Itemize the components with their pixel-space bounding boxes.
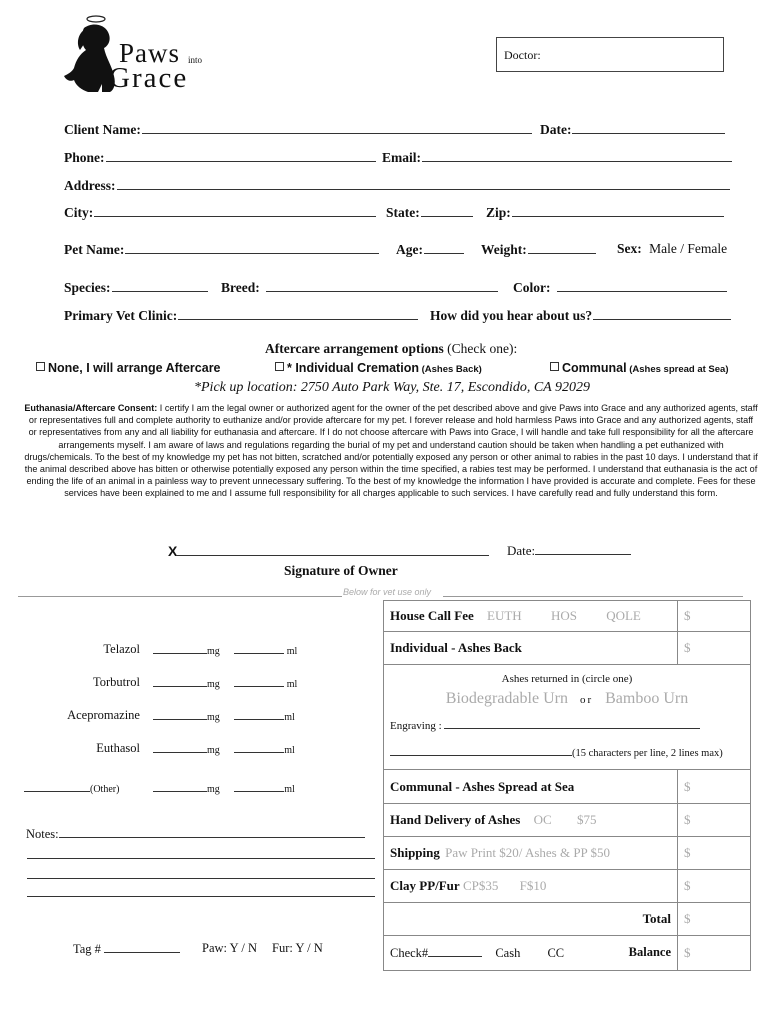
sex-options[interactable]: Male / Female xyxy=(649,241,728,256)
oc-price[interactable]: $75 xyxy=(576,812,597,827)
drug-row-telazol xyxy=(153,642,297,657)
address-input[interactable] xyxy=(117,177,730,190)
aftercare-heading xyxy=(265,341,517,357)
table-row xyxy=(384,804,751,837)
house-call-label: House Call Fee xyxy=(390,608,474,623)
breed-label: Breed: xyxy=(221,280,260,295)
consent-paragraph xyxy=(24,402,758,500)
drug-ml-unit: ml xyxy=(286,646,298,657)
option-none[interactable] xyxy=(36,361,221,375)
logo-paws: Paws xyxy=(119,38,181,68)
pickup-location: *Pick up location: 2750 Auto Park Way, Ste. 17, Escondido, CA 92029 xyxy=(194,380,590,395)
urn-cell xyxy=(384,665,751,770)
option-individual-note: (Ashes Back) xyxy=(418,364,482,375)
fee-table xyxy=(383,600,751,971)
f-option[interactable]: F$10 xyxy=(519,878,547,893)
clay-amount[interactable]: $ xyxy=(678,870,751,903)
phone-label: Phone: xyxy=(64,150,105,165)
doctor-label: Doctor: xyxy=(504,48,541,62)
weight-label: Weight: xyxy=(481,242,527,257)
species-input[interactable] xyxy=(112,279,208,292)
option-communal-label: Communal xyxy=(562,361,627,375)
engraving-chars-note: (15 characters per line, 2 lines max) xyxy=(572,748,723,759)
table-row xyxy=(384,632,751,665)
email-label: Email: xyxy=(382,150,421,165)
age-input[interactable] xyxy=(424,241,464,254)
euth-option[interactable]: EUTH xyxy=(487,608,522,623)
aftercare-heading-note: (Check one): xyxy=(443,341,518,356)
color-row xyxy=(513,279,727,296)
color-label: Color: xyxy=(513,280,551,295)
table-row xyxy=(384,837,751,870)
hand-delivery-cell xyxy=(384,804,678,837)
cp-option[interactable]: CP$35 xyxy=(462,878,499,893)
state-label: State: xyxy=(386,205,420,220)
address-row xyxy=(64,177,730,194)
engraving-row-2 xyxy=(390,744,723,759)
balance-label: Balance xyxy=(628,945,671,959)
logo xyxy=(62,14,212,98)
zip-label: Zip: xyxy=(486,205,511,220)
age-label: Age: xyxy=(396,242,423,257)
breed-input[interactable] xyxy=(266,279,498,292)
sex-row xyxy=(617,241,727,257)
option-individual[interactable] xyxy=(275,361,482,375)
option-communal-checkbox[interactable] xyxy=(550,362,559,371)
communal-amount[interactable]: $ xyxy=(678,770,751,804)
option-individual-checkbox[interactable] xyxy=(275,362,284,371)
client-name-input[interactable] xyxy=(142,121,532,134)
notes-input[interactable] xyxy=(59,826,365,838)
weight-row xyxy=(481,241,596,258)
weight-input[interactable] xyxy=(528,241,596,254)
species-row xyxy=(64,279,208,296)
option-none-label: None, I will arrange Aftercare xyxy=(48,361,221,375)
age-row xyxy=(396,241,464,258)
divider-left xyxy=(18,596,342,597)
primary-vet-label: Primary Vet Clinic: xyxy=(64,308,178,323)
option-none-checkbox[interactable] xyxy=(36,362,45,371)
heard-row xyxy=(430,307,731,324)
drug-name-other: (Other) xyxy=(90,784,120,795)
drug-mg-unit: mg xyxy=(207,712,220,723)
communal-label: Communal - Ashes Spread at Sea xyxy=(384,770,678,804)
hos-option[interactable]: HOS xyxy=(550,608,577,623)
signature-label: Signature of Owner xyxy=(284,563,398,578)
notes-row xyxy=(26,826,365,842)
notes-label: Notes: xyxy=(26,827,59,841)
vet-use-label: Below for vet use only xyxy=(343,587,432,597)
signature-date-input[interactable] xyxy=(535,543,631,555)
divider-right xyxy=(443,596,743,597)
email-input[interactable] xyxy=(422,149,732,162)
table-row xyxy=(384,665,751,770)
check-label: Check# xyxy=(390,946,429,960)
pet-name-label: Pet Name: xyxy=(64,242,125,257)
shipping-label: Shipping xyxy=(390,845,440,860)
house-call-amount[interactable]: $ xyxy=(678,601,751,632)
bamboo-urn-option[interactable]: Bamboo Urn xyxy=(605,690,689,707)
tag-input[interactable] xyxy=(104,941,180,953)
check-input[interactable] xyxy=(428,945,482,957)
drug-row-euthasol xyxy=(153,741,295,756)
option-individual-label: * Individual Cremation xyxy=(287,361,419,375)
cc-option[interactable]: CC xyxy=(547,946,565,960)
drug-ml-input[interactable] xyxy=(234,642,284,654)
heard-input[interactable] xyxy=(593,307,731,320)
drug-name-telazol: Telazol xyxy=(103,642,140,656)
table-row xyxy=(384,903,751,936)
date-row xyxy=(540,121,725,138)
shipping-amount[interactable]: $ xyxy=(678,837,751,870)
drug-mg-input[interactable] xyxy=(153,675,207,687)
pet-name-row xyxy=(64,241,379,258)
drug-mg-unit: mg xyxy=(207,646,220,657)
state-input[interactable] xyxy=(421,204,473,217)
fur-option[interactable]: Fur: Y / N xyxy=(272,941,323,955)
primary-vet-input[interactable] xyxy=(178,307,418,320)
heard-label: How did you hear about us? xyxy=(430,308,593,323)
drug-name-torbutrol: Torbutrol xyxy=(92,675,140,689)
drug-row-other-dose xyxy=(153,780,295,795)
table-row xyxy=(384,870,751,903)
notes-line[interactable] xyxy=(27,896,375,897)
table-row xyxy=(384,601,751,632)
drug-ml-input[interactable] xyxy=(234,708,284,720)
signature-row xyxy=(168,543,489,561)
biodegradable-urn-option[interactable]: Biodegradable Urn xyxy=(445,690,568,707)
engraving-row xyxy=(390,717,700,732)
tag-row xyxy=(73,941,180,957)
drug-mg-unit: mg xyxy=(207,679,220,690)
state-row xyxy=(386,204,473,221)
drug-mg-input[interactable] xyxy=(153,780,207,792)
zip-input[interactable] xyxy=(512,204,724,217)
date-input[interactable] xyxy=(572,121,725,134)
drug-row-acepromazine xyxy=(153,708,295,723)
payment-cell xyxy=(384,936,678,971)
signature-x: X xyxy=(168,543,178,559)
drug-other-name-input[interactable] xyxy=(24,780,90,792)
paw-option[interactable]: Paw: Y / N xyxy=(202,941,257,955)
individual-label: Individual - Ashes Back xyxy=(384,632,678,665)
total-label: Total xyxy=(384,903,678,936)
sex-label: Sex: xyxy=(617,241,642,256)
city-label: City: xyxy=(64,205,94,220)
drug-ml-unit: ml xyxy=(284,784,295,795)
breed-row xyxy=(221,279,498,296)
shipping-note[interactable]: Paw Print $20/ Ashes & PP $50 xyxy=(445,845,611,860)
phone-row xyxy=(64,149,376,166)
client-name-row xyxy=(64,121,532,138)
consent-text: I certify I am the legal owner or authorized agent for the owner of the pet described above and give Paws into Grace and any authorized agents, staff or representatives full and complete authority to euthanize and/or provide aftercare for my pet. I forever release and hold harmless Paws into Grace and any authorized agents, staff or representatives from any and all liability for euthanasia and aftercare. If I do not choose aftercare with Paws into Grace, I will handle and take full responsibility for all the aftercare arrangements myself. I am aware of laws and regulations regarding the burial of my pet and understand caution should be taken when handling a pet euthanized with drugs/chemicals. To the best of my knowledge my pet has not bitten, scratched and/or potentially exposed any person or other animal to rabies in the past 10 days. I understand that if the animal described above has bitten or otherwise potentially exposed any person within the time specified, a rabies test may be performed. I understand that euthanasia is the act of ending the life of an animal in a painless way to prevent unnecessary suffering. To the best of my knowledge the information I have provided is accurate and complete. Fees for these services have been explained to me and I assume full responsibility for all charges applicable to such services. I have carefully read and fully understand this form. xyxy=(24,403,758,499)
pet-name-input[interactable] xyxy=(125,241,379,254)
individual-amount[interactable]: $ xyxy=(678,632,751,665)
qole-option[interactable]: QOLE xyxy=(606,608,641,623)
address-label: Address: xyxy=(64,178,116,193)
city-input[interactable] xyxy=(94,204,376,217)
city-row xyxy=(64,204,376,221)
drug-mg-unit: mg xyxy=(207,745,220,756)
table-row xyxy=(384,936,751,971)
option-communal-note: (Ashes spread at Sea) xyxy=(626,364,729,375)
aftercare-heading-text: Aftercare arrangement options xyxy=(265,341,444,356)
signature-input[interactable] xyxy=(177,544,489,556)
drug-ml-input[interactable] xyxy=(234,741,284,753)
drug-mg-input[interactable] xyxy=(153,741,207,753)
hand-delivery-label: Hand Delivery of Ashes xyxy=(390,812,521,827)
signature-date-row xyxy=(507,543,631,559)
drug-mg-input[interactable] xyxy=(153,708,207,720)
drug-ml-unit: ml xyxy=(284,745,295,756)
ashes-returned-label: Ashes returned in (circle one) xyxy=(501,673,633,685)
hand-delivery-amount[interactable]: $ xyxy=(678,804,751,837)
tag-label: Tag # xyxy=(73,942,101,956)
total-amount[interactable]: $ xyxy=(678,903,751,936)
drug-name-euthasol: Euthasol xyxy=(96,741,140,755)
species-label: Species: xyxy=(64,280,111,295)
shipping-cell xyxy=(384,837,678,870)
oc-option[interactable]: OC xyxy=(533,812,552,827)
option-communal[interactable] xyxy=(550,361,729,375)
urn-or: or xyxy=(579,694,594,706)
doctor-field[interactable] xyxy=(496,37,724,72)
zip-row xyxy=(486,204,724,221)
client-name-label: Client Name: xyxy=(64,122,141,137)
color-input[interactable] xyxy=(557,279,727,292)
cash-option[interactable]: Cash xyxy=(495,946,521,960)
engraving-label: Engraving : xyxy=(390,720,442,732)
notes-line[interactable] xyxy=(27,878,375,879)
drug-row-other xyxy=(24,780,119,795)
consent-label: Euthanasia/Aftercare Consent: xyxy=(24,403,158,413)
drug-mg-unit: mg xyxy=(207,784,220,795)
drug-name-acepromazine: Acepromazine xyxy=(67,708,140,722)
signature-date-label: Date: xyxy=(507,543,536,558)
email-row xyxy=(382,149,732,166)
drug-ml-unit: ml xyxy=(284,712,295,723)
house-call-cell xyxy=(384,601,678,632)
notes-line[interactable] xyxy=(27,858,375,859)
phone-input[interactable] xyxy=(106,149,376,162)
engraving-input-2[interactable] xyxy=(390,744,572,756)
urn-options-row xyxy=(384,690,750,708)
drug-ml-input[interactable] xyxy=(234,675,284,687)
drug-ml-input[interactable] xyxy=(234,780,284,792)
logo-into: into xyxy=(188,55,203,65)
drug-ml-unit: ml xyxy=(286,679,298,690)
drug-row-torbutrol xyxy=(153,675,297,690)
table-row xyxy=(384,770,751,804)
date-label: Date: xyxy=(540,122,572,137)
clay-cell xyxy=(384,870,678,903)
balance-amount[interactable]: $ xyxy=(678,936,751,971)
logo-grace: Grace xyxy=(109,62,189,94)
drug-mg-input[interactable] xyxy=(153,642,207,654)
clay-label: Clay PP/Fur xyxy=(390,878,460,893)
primary-vet-row xyxy=(64,307,418,324)
engraving-input[interactable] xyxy=(444,717,700,729)
